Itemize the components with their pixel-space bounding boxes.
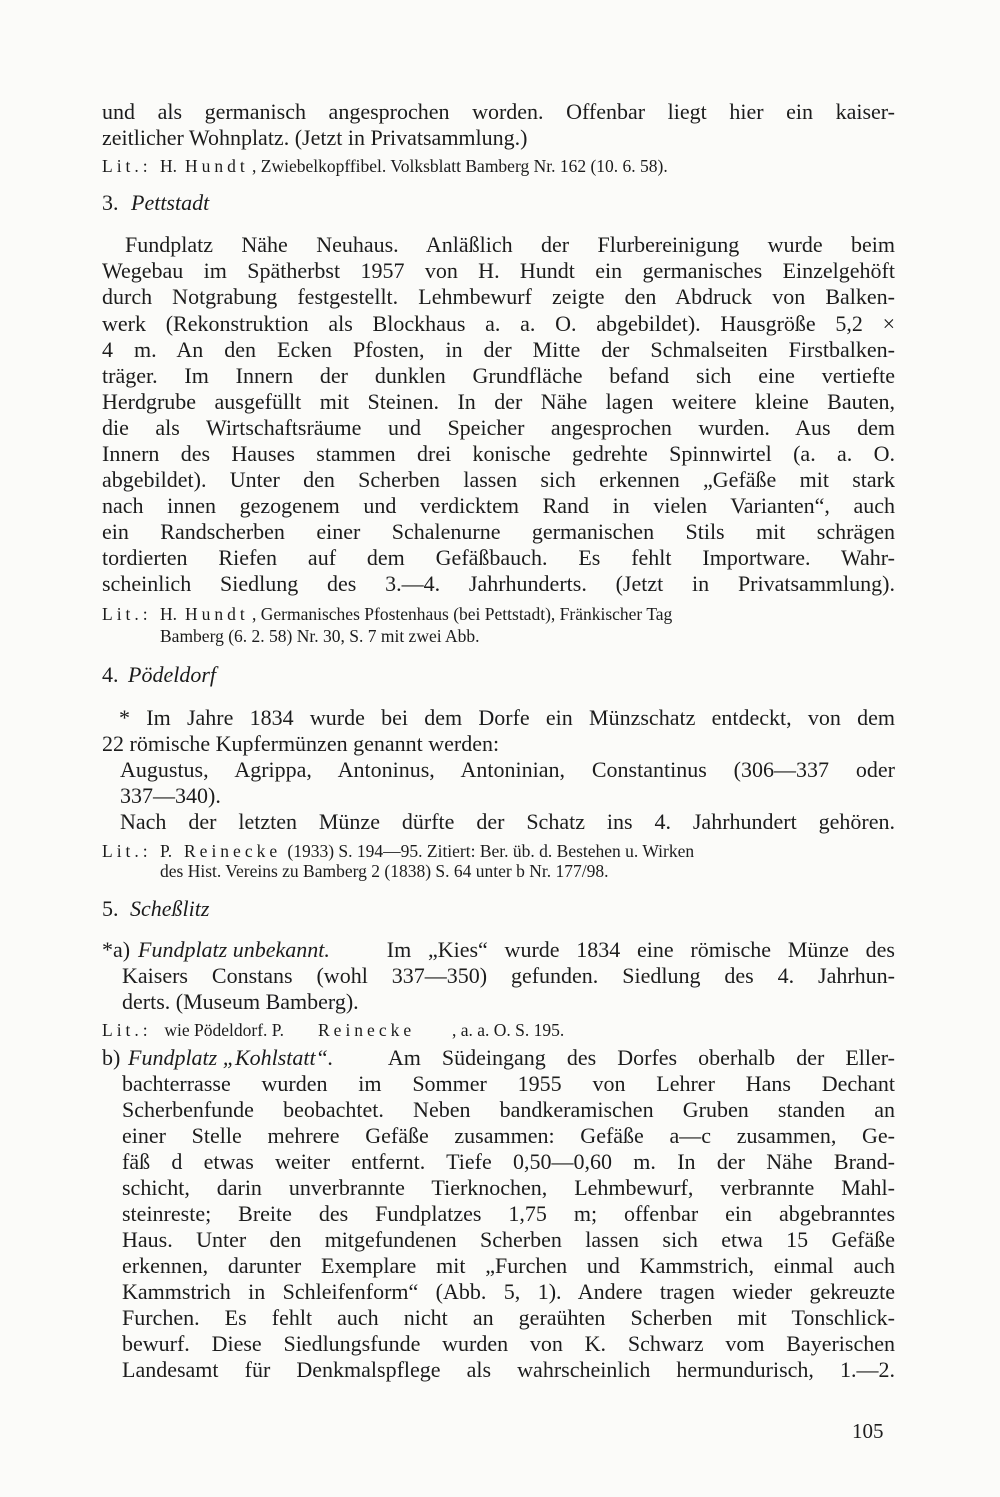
lit-text: Bamberg (6. 2. 58) Nr. 30, S. 7 mit zwei Abb. [160, 626, 480, 646]
text-line-content: Herdgrube ausgefüllt mit Steinen. In der Nähe lagen weitere kleine Bauten, [102, 389, 895, 414]
text-line-content: Landesamt für Denkmalspflege als wahrscheinlich hermundurisch, 1.—2. [122, 1357, 895, 1382]
lit-author-initial: H. [160, 604, 178, 624]
section-number: 3. [102, 190, 119, 215]
lit-author: Reinecke [184, 841, 282, 861]
text-line-content: zeitlicher Wohnplatz. (Jetzt in Privatsammlung.) [102, 125, 528, 150]
lit-prefix: Lit.: [102, 604, 152, 624]
text-line-content: bachterrasse wurden im Sommer 1955 von Lehrer Hans Dechant [122, 1071, 895, 1096]
text-line-content: 337—340). [120, 783, 221, 808]
page-number: 105 [852, 1419, 884, 1443]
text-line-content: Kaisers Constans (wohl 337—350) gefunden. Siedlung des 4. Jahrhun- [122, 963, 895, 988]
lit-prefix: Lit.: [102, 841, 152, 861]
text-line-content: Innern des Hauses stammen drei konische gedrehte Spinnwirtel (a. a. O. [102, 441, 895, 466]
lit-author-initial: P. [160, 841, 173, 861]
text-line-content: Kammstrich in Schleifenform“ (Abb. 5, 1). Andere tragen wieder gekreuzte [122, 1279, 895, 1304]
text-line-content: Scherbenfunde beobachtet. Neben bandkeramischen Gruben standen an [122, 1097, 895, 1122]
text-line-content: einer Stelle mehrere Gefäße zusammen: Gefäße a—c zusammen, Ge- [122, 1123, 895, 1148]
lit-author: Hundt [185, 604, 249, 624]
text-line-content: Am Südeingang des Dorfes oberhalb der Eller- [368, 1045, 895, 1070]
text-line-content: abgebildet). Unter den Scherben lassen sich erkennen „Gefäße mit stark [102, 467, 895, 492]
text-line-content: schicht, darin unverbrannte Tierknochen, Lehmbewurf, verbrannte Mahl- [122, 1175, 895, 1200]
lit-text: wie Pödeldorf. P. [160, 1020, 284, 1040]
text-line-content: 4 m. An den Ecken Pfosten, in der Mitte der Schmalseiten Firstbalken- [102, 337, 895, 362]
lit-author: Reinecke [318, 1020, 416, 1040]
text-line-content: 22 römische Kupfermünzen genannt werden: [102, 731, 500, 756]
section-number: 5. [102, 896, 119, 921]
section-number: 4. [102, 662, 119, 687]
text-line-content: durch Notgrabung festgestellt. Lehmbewurf zeigte den Abdruck von Balken- [102, 284, 895, 309]
lit-text: des Hist. Vereins zu Bamberg 2 (1838) S. 64 unter b Nr. 177/98. [160, 861, 609, 881]
lit-text: , a. a. O. S. 195. [452, 1020, 565, 1040]
lit-text: , Zwiebelkopffibel. Volksblatt Bamberg Nr. 162 (10. 6. 58). [252, 156, 668, 176]
text-line-content: Wegebau im Spätherbst 1957 von H. Hundt ein germanisches Einzelgehöft [102, 258, 895, 283]
lit-author: Hundt [185, 156, 249, 176]
text-line-content: werk (Rekonstruktion als Blockhaus a. a. O. abgebildet). Hausgröße 5,2 × [102, 311, 895, 336]
text-line-content: steinreste; Breite des Fundplatzes 1,75 m; offenbar ein abgebranntes [122, 1201, 895, 1226]
lit-prefix: Lit.: [102, 156, 152, 176]
text-line-content: ein Randscherben einer Schalenurne germanischen Stils mit schrägen [102, 519, 895, 544]
text-line-content: Haus. Unter den mitgefundenen Scherben lassen sich etwa 15 Gefäße [122, 1227, 895, 1252]
text-line-content: tordierten Riefen auf dem Gefäßbauch. Es fehlt Importware. Wahr- [102, 545, 895, 570]
section-title: Scheßlitz [130, 896, 210, 921]
text-line-content: scheinlich Siedlung des 3.—4. Jahrhunderts. (Jetzt in Privatsammlung). [102, 571, 895, 596]
text-line-content: Nach der letzten Münze dürfte der Schatz ins 4. Jahrhundert gehören. [120, 809, 895, 834]
text-line-content: bewurf. Diese Siedlungsfunde wurden von K. Schwarz vom Bayerischen [122, 1331, 895, 1356]
lit-author-initial: H. [160, 156, 178, 176]
text-line-content: fäß d etwas weiter entfernt. Tiefe 0,50—0,60 m. In der Nähe Brand- [122, 1149, 895, 1174]
lit-prefix: Lit.: [102, 1020, 152, 1040]
lit-text: (1933) S. 194—95. Zitiert: Ber. üb. d. Bestehen u. Wirken [283, 841, 695, 861]
item-title: Fundplatz „Kohlstatt“. [128, 1045, 334, 1070]
section-title: Pettstadt [131, 190, 210, 215]
text-line-content: Im „Kies“ wurde 1834 eine römische Münze des [370, 937, 895, 962]
text-line-content: derts. (Museum Bamberg). [122, 989, 359, 1014]
text-line-content: erkennen, darunter Exemplare mit „Furchen und Kammstrich, einmal auch [122, 1253, 895, 1278]
item-label: *a) [102, 937, 131, 962]
text-line-content: nach innen gezogenem und verdicktem Rand in vielen Varianten“, auch [102, 493, 895, 518]
item-title: Fundplatz unbekannt. [138, 937, 330, 962]
text-line-content: und als germanisch angesprochen worden. Offenbar liegt hier ein kaiser- [102, 99, 895, 124]
item-label: b) [102, 1045, 121, 1070]
text-line-content: Fundplatz Nähe Neuhaus. Anläßlich der Flurbereinigung wurde beim [125, 232, 895, 257]
text-line-content: die als Wirtschaftsräume und Speicher angesprochen wurden. Aus dem [102, 415, 895, 440]
text-line-content: träger. Im Innern der dunklen Grundfläche befand sich eine vertiefte [102, 363, 895, 388]
lit-text: , Germanisches Pfostenhaus (bei Pettstadt), Fränkischer Tag [252, 604, 673, 624]
section-title: Pödeldorf [128, 662, 216, 687]
text-line-content: Augustus, Agrippa, Antoninus, Antoninian, Constantinus (306—337 oder [120, 757, 895, 782]
text-line-content: * Im Jahre 1834 wurde bei dem Dorfe ein Münzschatz entdeckt, von dem [119, 705, 895, 730]
text-line-content: Furchen. Es fehlt auch nicht an geraühten Scherben mit Tonschlick- [122, 1305, 895, 1330]
